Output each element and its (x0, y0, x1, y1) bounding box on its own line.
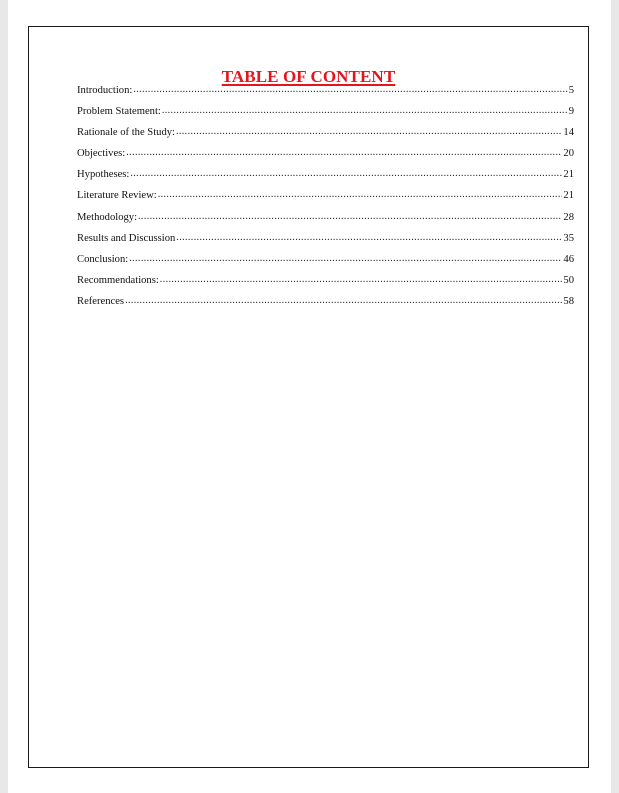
dot-leader (160, 275, 563, 287)
toc-entry-literature-review[interactable] (77, 190, 574, 211)
toc-entry-page: 20 (563, 148, 574, 160)
dot-leader (130, 169, 562, 181)
document-page (8, 0, 611, 793)
toc-entry-objectives[interactable] (77, 148, 574, 169)
toc-entry-page: 58 (563, 295, 574, 307)
toc-entry-problem-statement[interactable] (77, 106, 574, 127)
toc-entry-rationale[interactable] (77, 127, 574, 148)
toc-entry-label: Conclusion: (77, 253, 129, 265)
toc-entry-recommendations[interactable] (77, 275, 574, 296)
toc-entry-page: 21 (563, 169, 574, 181)
toc-entry-label: Rationale of the Study: (77, 127, 175, 139)
toc-entry-page: 5 (568, 85, 574, 96)
toc-entry-label: References (77, 295, 125, 307)
dot-leader (158, 190, 563, 202)
toc-entry-page: 21 (563, 190, 574, 202)
dot-leader (129, 254, 562, 266)
toc-entry-label: Hypotheses: (77, 169, 130, 181)
toc-title: TABLE OF CONTENT (221, 67, 396, 86)
toc-entry-page: 28 (563, 211, 574, 223)
toc-entry-label: Results and Discussion (77, 232, 176, 244)
toc-entry-page: 50 (563, 274, 574, 286)
dot-leader (138, 212, 562, 224)
toc-entry-results-and-discussion[interactable] (77, 233, 574, 254)
toc-entry-label: Objectives: (77, 148, 126, 160)
toc-entry-page: 35 (563, 232, 574, 244)
toc-entry-methodology[interactable] (77, 212, 574, 233)
toc-entry-references[interactable] (77, 296, 574, 317)
toc-entry-page: 9 (568, 106, 574, 118)
toc-entry-page: 14 (563, 127, 574, 139)
toc-entry-label: Introduction: (77, 85, 133, 96)
table-of-contents (77, 85, 574, 317)
dot-leader (162, 106, 568, 118)
toc-entry-hypotheses[interactable] (77, 169, 574, 190)
dot-leader (176, 233, 562, 245)
toc-entry-conclusion[interactable] (77, 254, 574, 275)
toc-entry-label: Methodology: (77, 211, 138, 223)
toc-entry-page: 46 (563, 253, 574, 265)
dot-leader (133, 85, 567, 97)
page-border (28, 26, 589, 768)
dot-leader (126, 148, 562, 160)
toc-entry-label: Literature Review: (77, 190, 157, 202)
toc-entry-label: Recommendations: (77, 274, 159, 286)
dot-leader (176, 127, 562, 139)
dot-leader (125, 296, 562, 308)
toc-entry-introduction[interactable] (77, 85, 574, 106)
toc-entry-label: Problem Statement: (77, 106, 161, 118)
